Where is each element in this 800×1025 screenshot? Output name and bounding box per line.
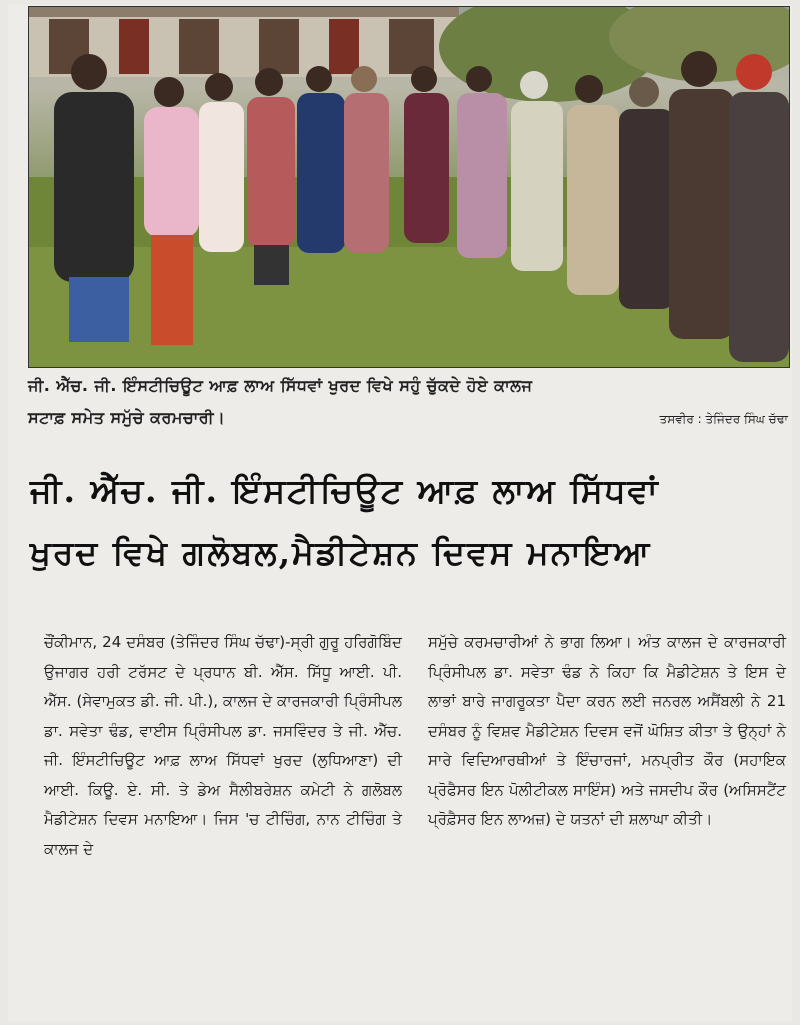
article-column-1: ਚੌਂਕੀਮਾਨ, 24 ਦਸੰਬਰ (ਤੇਜਿੰਦਰ ਸਿੰਘ ਚੱਢਾ)-ਸ੍ਰੀ ਗੁਰੂ ਹਰਿਗੋਬਿੰਦ ਉਜਾਗਰ ਹਰੀ ਟਰੱਸਟ ਦੇ ਪ੍ਰਧਾਨ ਬੀ. ਐੱਸ. ਸਿੱਧੂ ਆਈ. ਪੀ. ਐੱਸ. (ਸੇਵਾਮੁਕਤ ਡੀ. ਜੀ. ਪੀ.), ਕਾਲਜ ਦੇ ਕਾਰਜਕਾਰੀ ਪ੍ਰਿੰਸੀਪਲ ਡਾ. ਸਵੇਤਾ ਢੰਡ, ਵਾਈਸ ਪ੍ਰਿੰਸੀਪਲ ਡਾ. ਜਸਵਿੰਦਰ ਤੇ ਜੀ. ਐੱਚ. ਜੀ. ਇੰਸਟੀਚਿਊਟ ਆਫ਼ ਲਾਅ ਸਿੱਧਵਾਂ ਖੁਰਦ (ਲੁਧਿਆਣਾ) ਦੀ ਆਈ. ਕਿਊ. ਏ. ਸੀ. ਤੇ ਡੇਅ ਸੈਲੀਬਰੇਸ਼ਨ ਕਮੇਟੀ ਨੇ ਗਲੋਬਲ ਮੈਡੀਟੇਸ਼ਨ ਦਿਵਸ ਮਨਾਇਆ। ਜਿਸ 'ਚ ਟੀਚਿੰਗ, ਨਾਨ ਟੀਚਿੰਗ ਤੇ ਕਾਲਜ ਦੇ bbox=[44, 633, 402, 858]
article-column-2: ਸਮੁੱਚੇ ਕਰਮਚਾਰੀਆਂ ਨੇ ਭਾਗ ਲਿਆ। ਅੰਤ ਕਾਲਜ ਦੇ ਕਾਰਜਕਾਰੀ ਪ੍ਰਿੰਸੀਪਲ ਡਾ. ਸਵੇਤਾ ਢੰਡ ਨੇ ਕਿਹਾ ਕਿ ਮੈਡੀਟੇਸ਼ਨ ਤੇ ਇਸ ਦੇ ਲਾਭਾਂ ਬਾਰੇ ਜਾਗਰੂਕਤਾ ਪੈਦਾ ਕਰਨ ਲਈ ਜਨਰਲ ਅਸੈਂਬਲੀ ਨੇ 21 ਦਸੰਬਰ ਨੂੰ ਵਿਸ਼ਵ ਮੈਡੀਟੇਸ਼ਨ ਦਿਵਸ ਵਜੋਂ ਘੋਸ਼ਿਤ ਕੀਤਾ ਤੇ ਉਨ੍ਹਾਂ ਨੇ ਸਾਰੇ ਵਿਦਿਆਰਥੀਆਂ ਤੇ ਇੰਚਾਰਜਾਂ, ਮਨਪ੍ਰੀਤ ਕੌਰ (ਸਹਾਇਕ ਪ੍ਰੋਫੈਸਰ ਇਨ ਪੋਲੀਟੀਕਲ ਸਾਇੰਸ) ਅਤੇ ਜਸਦੀਪ ਕੌਰ (ਅਸਿਸਟੈਂਟ ਪ੍ਰੋਫ਼ੈਸਰ ਇਨ ਲਾਅਜ਼) ਦੇ ਯਤਨਾਂ ਦੀ ਸ਼ਲਾਘਾ ਕੀਤੀ। bbox=[428, 633, 786, 828]
caption-line-1: ਜੀ. ਐੱਚ. ਜੀ. ਇੰਸਟੀਚਿਊਟ ਆਫ਼ ਲਾਅ ਸਿੱਧਵਾਂ ਖੁਰਦ ਵਿਖੇ ਸਹੁੰ ਚੁੱਕਦੇ ਹੋਏ ਕਾਲਜ bbox=[28, 376, 533, 395]
photo-caption bbox=[28, 370, 788, 435]
photo-credit: ਤਸਵੀਰ : ਤੇਜਿੰਦਰ ਸਿੰਘ ਚੱਢਾ bbox=[659, 412, 788, 426]
caption-line-2: ਸਟਾਫ਼ ਸਮੇਤ ਸਮੁੱਚੇ ਕਰਮਚਾਰੀ। bbox=[28, 408, 226, 427]
group-photo-illustration bbox=[29, 7, 789, 367]
article-body bbox=[44, 628, 786, 1008]
headline-line-2: ਖੁਰਦ ਵਿਖੇ ਗਲੋਬਲ,ਮੈਡੀਟੇਸ਼ਨ ਦਿਵਸ ਮਨਾਇਆ bbox=[30, 533, 652, 572]
caption-line-2-row bbox=[28, 402, 788, 435]
article-headline bbox=[30, 460, 786, 584]
headline-line-1: ਜੀ. ਐੱਚ. ਜੀ. ਇੰਸਟੀਚਿਊਟ ਆਫ਼ ਲਾਅ ਸਿੱਧਵਾਂ bbox=[30, 471, 660, 510]
group-photo bbox=[28, 6, 790, 368]
